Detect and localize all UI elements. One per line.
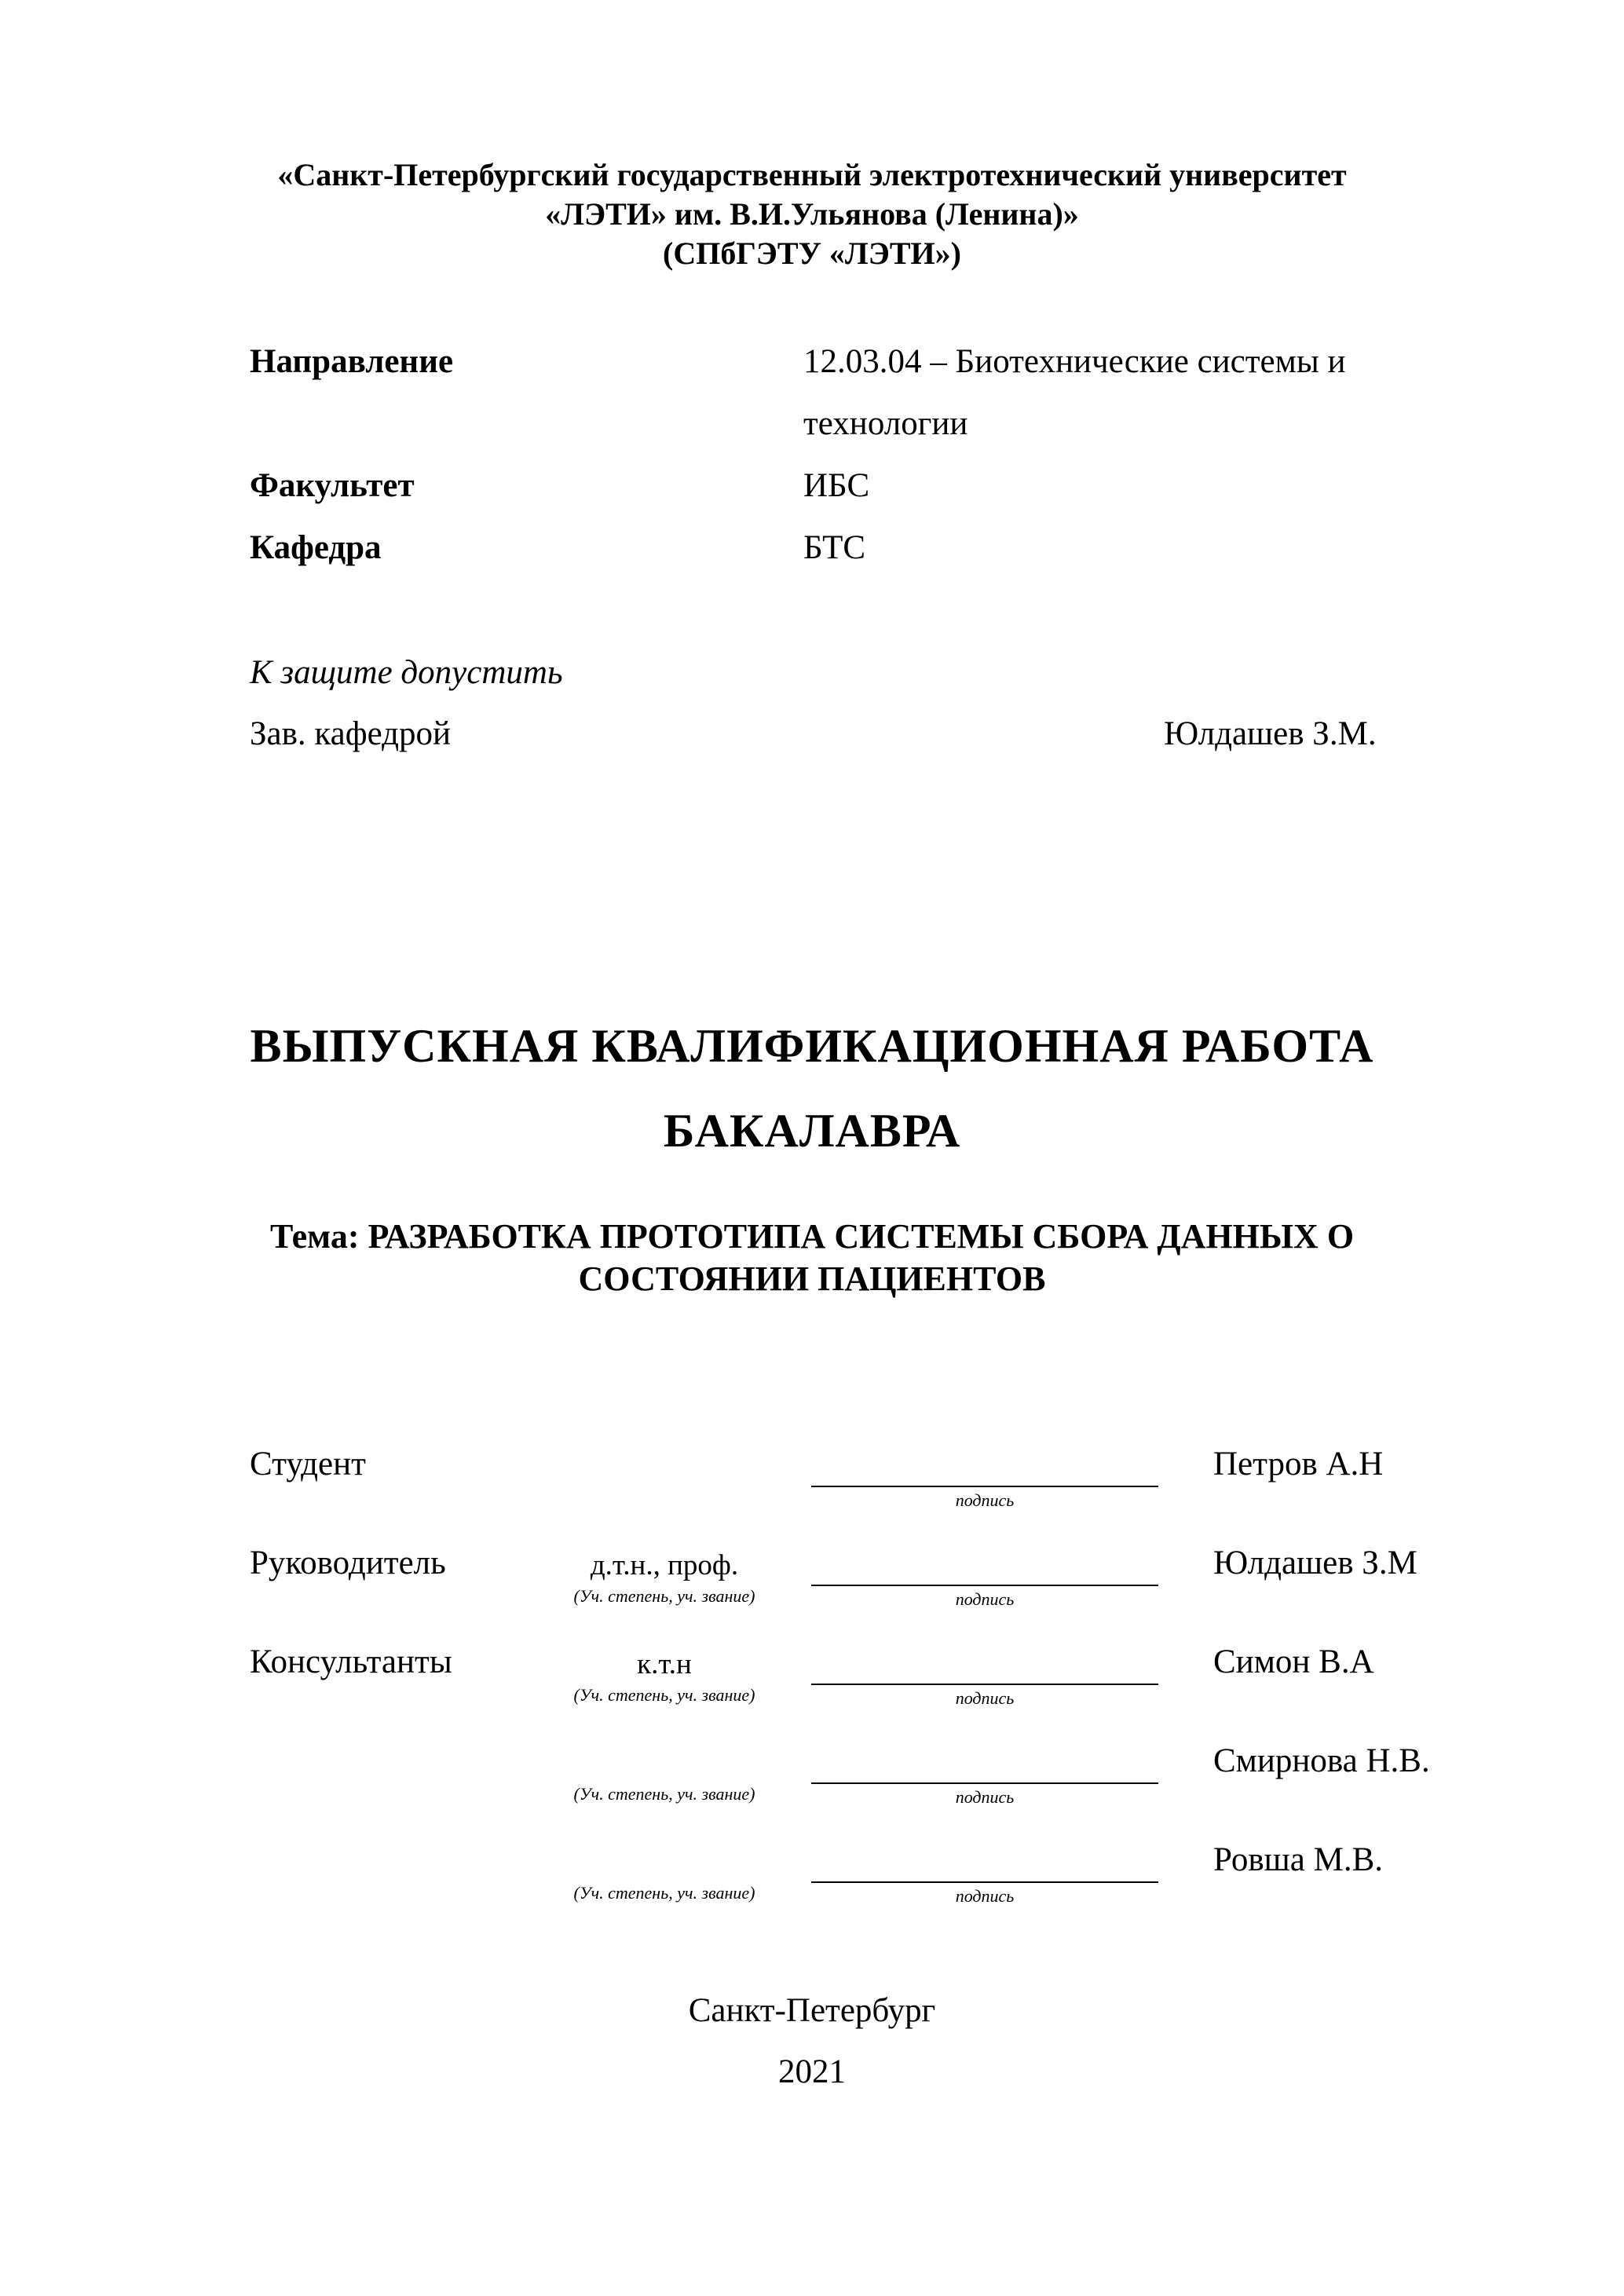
theme-block [157, 1216, 1467, 1300]
theme-line2: СОСТОЯНИИ ПАЦИЕНТОВ [578, 1260, 1046, 1298]
consultant1-signature-line [811, 1684, 1158, 1685]
consultant1-signature-caption: подпись [955, 1688, 1015, 1708]
theme-line1: Тема: РАЗРАБОТКА ПРОТОТИПА СИСТЕМЫ СБОРА ДАННЫХ О [269, 1217, 1355, 1256]
student-signature-line [811, 1486, 1158, 1487]
approval-heading: К защите допустить [250, 654, 563, 691]
student-name: Петров А.Н [1213, 1446, 1384, 1483]
consultants-role: Консультанты [250, 1643, 452, 1680]
university-abbr: (СПбГЭТУ «ЛЭТИ») [663, 236, 961, 271]
student-signature-caption: подпись [955, 1490, 1015, 1510]
university-header [157, 155, 1467, 273]
year: 2021 [778, 2053, 846, 2090]
consultant3-signature-caption: подпись [955, 1886, 1015, 1906]
consultant1-degree: к.т.н [637, 1648, 692, 1680]
supervisor-role: Руководитель [250, 1545, 446, 1581]
faculty-value: ИБС [803, 467, 870, 504]
consultant3-signature-line [811, 1881, 1158, 1883]
supervisor-signature-caption: подпись [955, 1589, 1015, 1609]
university-name-line2: «ЛЭТИ» им. В.И.Ульянова (Ленина)» [545, 196, 1079, 232]
city: Санкт-Петербург [688, 1992, 936, 2029]
approval-name: Юлдашев З.М. [1164, 715, 1377, 752]
consultant3-degree-caption: (Уч. степень, уч. звание) [573, 1883, 755, 1903]
consultant1-name: Симон В.А [1213, 1643, 1374, 1680]
consultant2-signature-caption: подпись [955, 1787, 1015, 1807]
supervisor-name: Юлдашев З.М [1213, 1545, 1417, 1581]
department-label: Кафедра [250, 529, 382, 566]
consultant1-degree-caption: (Уч. степень, уч. звание) [573, 1685, 755, 1705]
department-value: БТС [803, 529, 866, 566]
supervisor-signature-line [811, 1585, 1158, 1586]
university-name-line1: «Санкт-Петербургский государственный электротехнический университет [277, 157, 1347, 192]
consultant3-name: Ровша М.В. [1213, 1841, 1384, 1878]
direction-value-line2: технологии [803, 405, 968, 442]
direction-value-line1: 12.03.04 – Биотехнические системы и [803, 343, 1346, 380]
work-title-line1: ВЫПУСКНАЯ КВАЛИФИКАЦИОННАЯ РАБОТА [250, 1020, 1374, 1072]
consultant2-name: Смирнова Н.В. [1213, 1742, 1430, 1779]
supervisor-degree: д.т.н., проф. [590, 1549, 739, 1581]
faculty-label: Факультет [250, 467, 415, 504]
work-title-line2: БАКАЛАВРА [663, 1105, 961, 1157]
student-role: Студент [250, 1446, 366, 1483]
direction-label: Направление [250, 343, 454, 380]
consultant2-signature-line [811, 1782, 1158, 1784]
approval-role: Зав. кафедрой [250, 715, 452, 752]
supervisor-degree-caption: (Уч. степень, уч. звание) [573, 1586, 755, 1606]
consultant2-degree-caption: (Уч. степень, уч. звание) [573, 1784, 755, 1804]
